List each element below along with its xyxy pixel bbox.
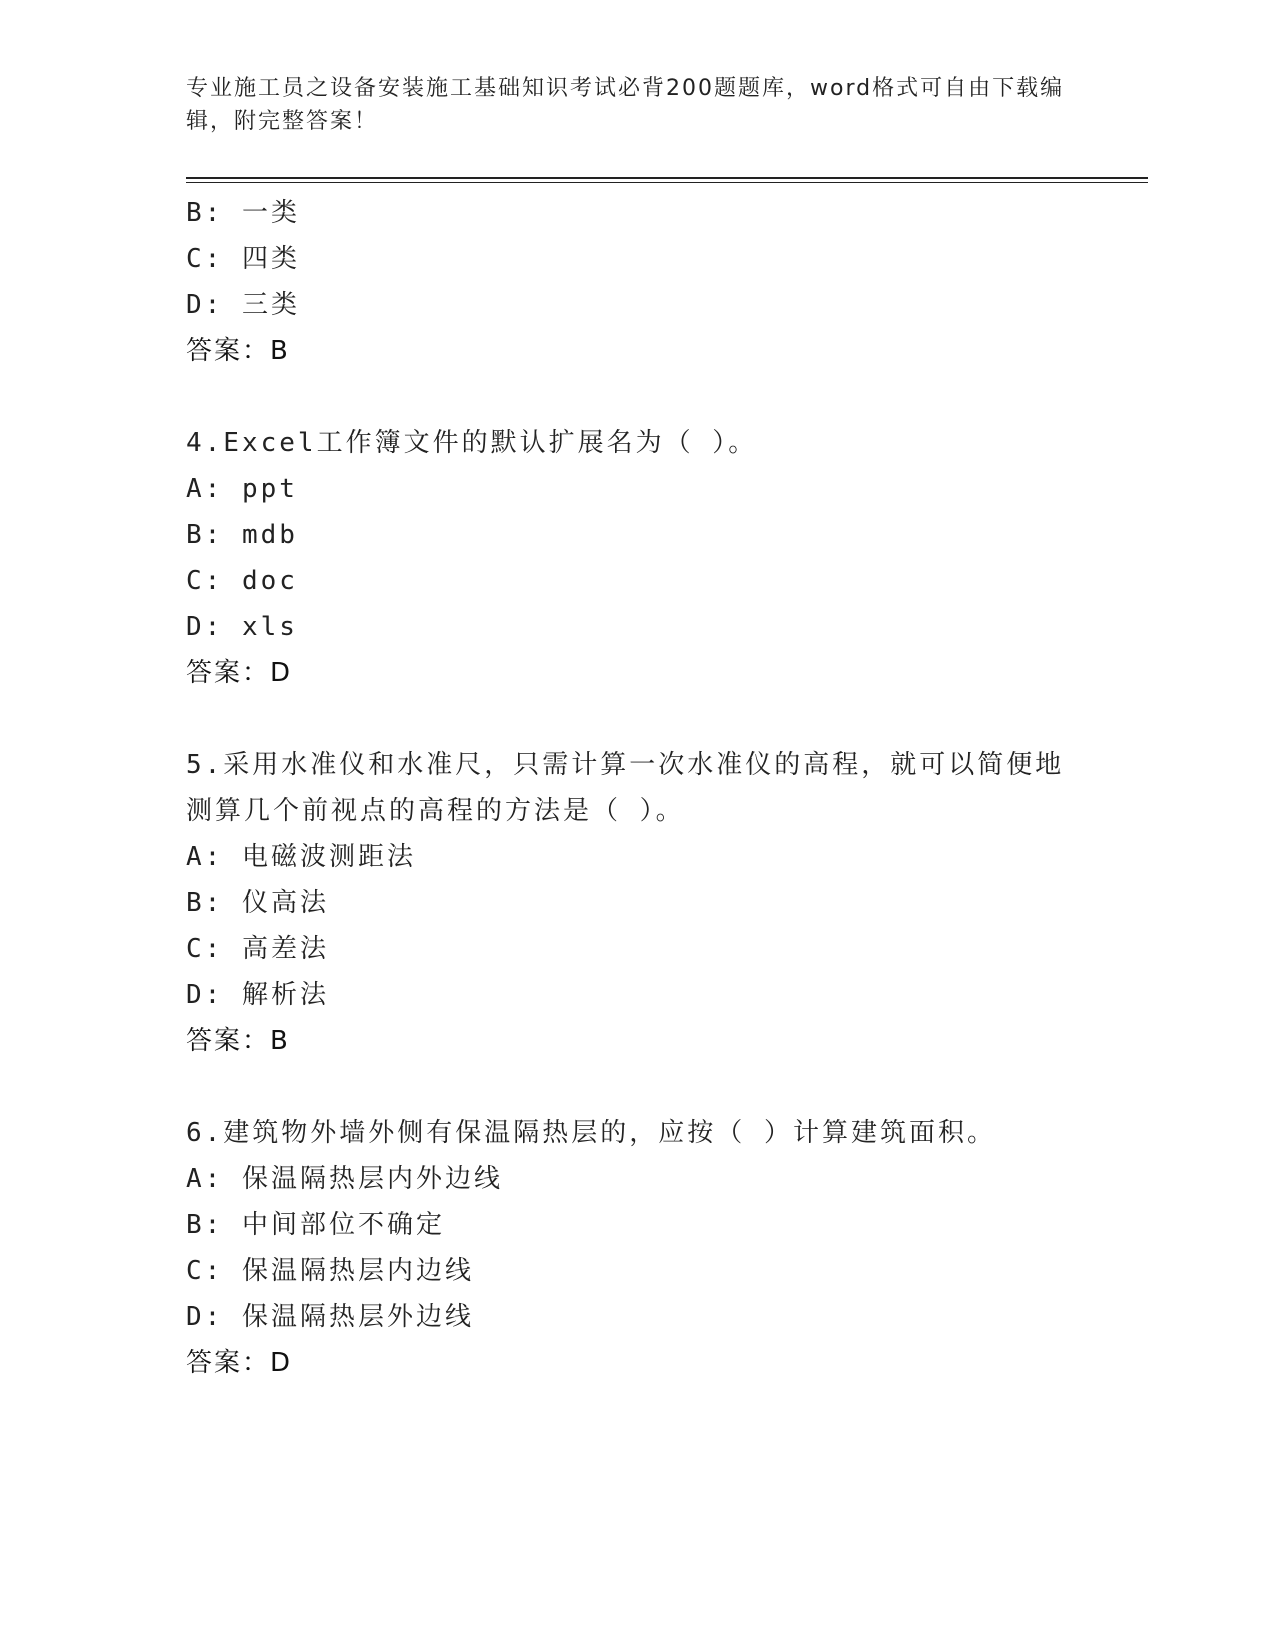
answer-line: 答案：B bbox=[186, 1026, 290, 1056]
option-d: D: 解析法 bbox=[186, 980, 329, 1010]
option-b: B: mdb bbox=[186, 520, 298, 550]
option-b: B: 仪高法 bbox=[186, 888, 329, 918]
answer-line: 答案：B bbox=[186, 336, 290, 366]
option-d: D: 保温隔热层外边线 bbox=[186, 1302, 474, 1332]
spacer bbox=[186, 696, 1086, 742]
option-c: C: 四类 bbox=[186, 244, 300, 274]
question-stem: 6.建筑物外墙外侧有保温隔热层的，应按（ ）计算建筑面积。 bbox=[186, 1118, 996, 1148]
option-c: C: doc bbox=[186, 566, 298, 596]
answer-line: 答案：D bbox=[186, 658, 293, 688]
document-body bbox=[186, 190, 1086, 1386]
option-b: B: 中间部位不确定 bbox=[186, 1210, 445, 1240]
question-stem: 4.Excel工作簿文件的默认扩展名为（ ）。 bbox=[186, 428, 758, 458]
spacer bbox=[186, 374, 1086, 420]
question-6 bbox=[186, 1110, 1086, 1386]
question-3-partial bbox=[186, 190, 1086, 374]
header-divider-thin bbox=[186, 182, 1148, 183]
option-c: C: 保温隔热层内边线 bbox=[186, 1256, 474, 1286]
option-c: C: 高差法 bbox=[186, 934, 329, 964]
option-d: D: xls bbox=[186, 612, 298, 642]
answer-line: 答案：D bbox=[186, 1348, 293, 1378]
option-b: B: 一类 bbox=[186, 198, 300, 228]
option-a: A: ppt bbox=[186, 474, 298, 504]
question-stem: 5.采用水准仪和水准尺，只需计算一次水准仪的高程，就可以简便地测算几个前视点的高程的方法是（ ）。 bbox=[186, 750, 1065, 826]
header-divider bbox=[186, 177, 1148, 179]
question-4 bbox=[186, 420, 1086, 696]
option-a: A: 电磁波测距法 bbox=[186, 842, 416, 872]
option-a: A: 保温隔热层内外边线 bbox=[186, 1164, 503, 1194]
option-d: D: 三类 bbox=[186, 290, 300, 320]
spacer bbox=[186, 1064, 1086, 1110]
question-5 bbox=[186, 742, 1086, 1064]
document-header: 专业施工员之设备安装施工基础知识考试必背200题题库，word格式可自由下载编辑，附完整答案！ bbox=[186, 76, 1065, 134]
